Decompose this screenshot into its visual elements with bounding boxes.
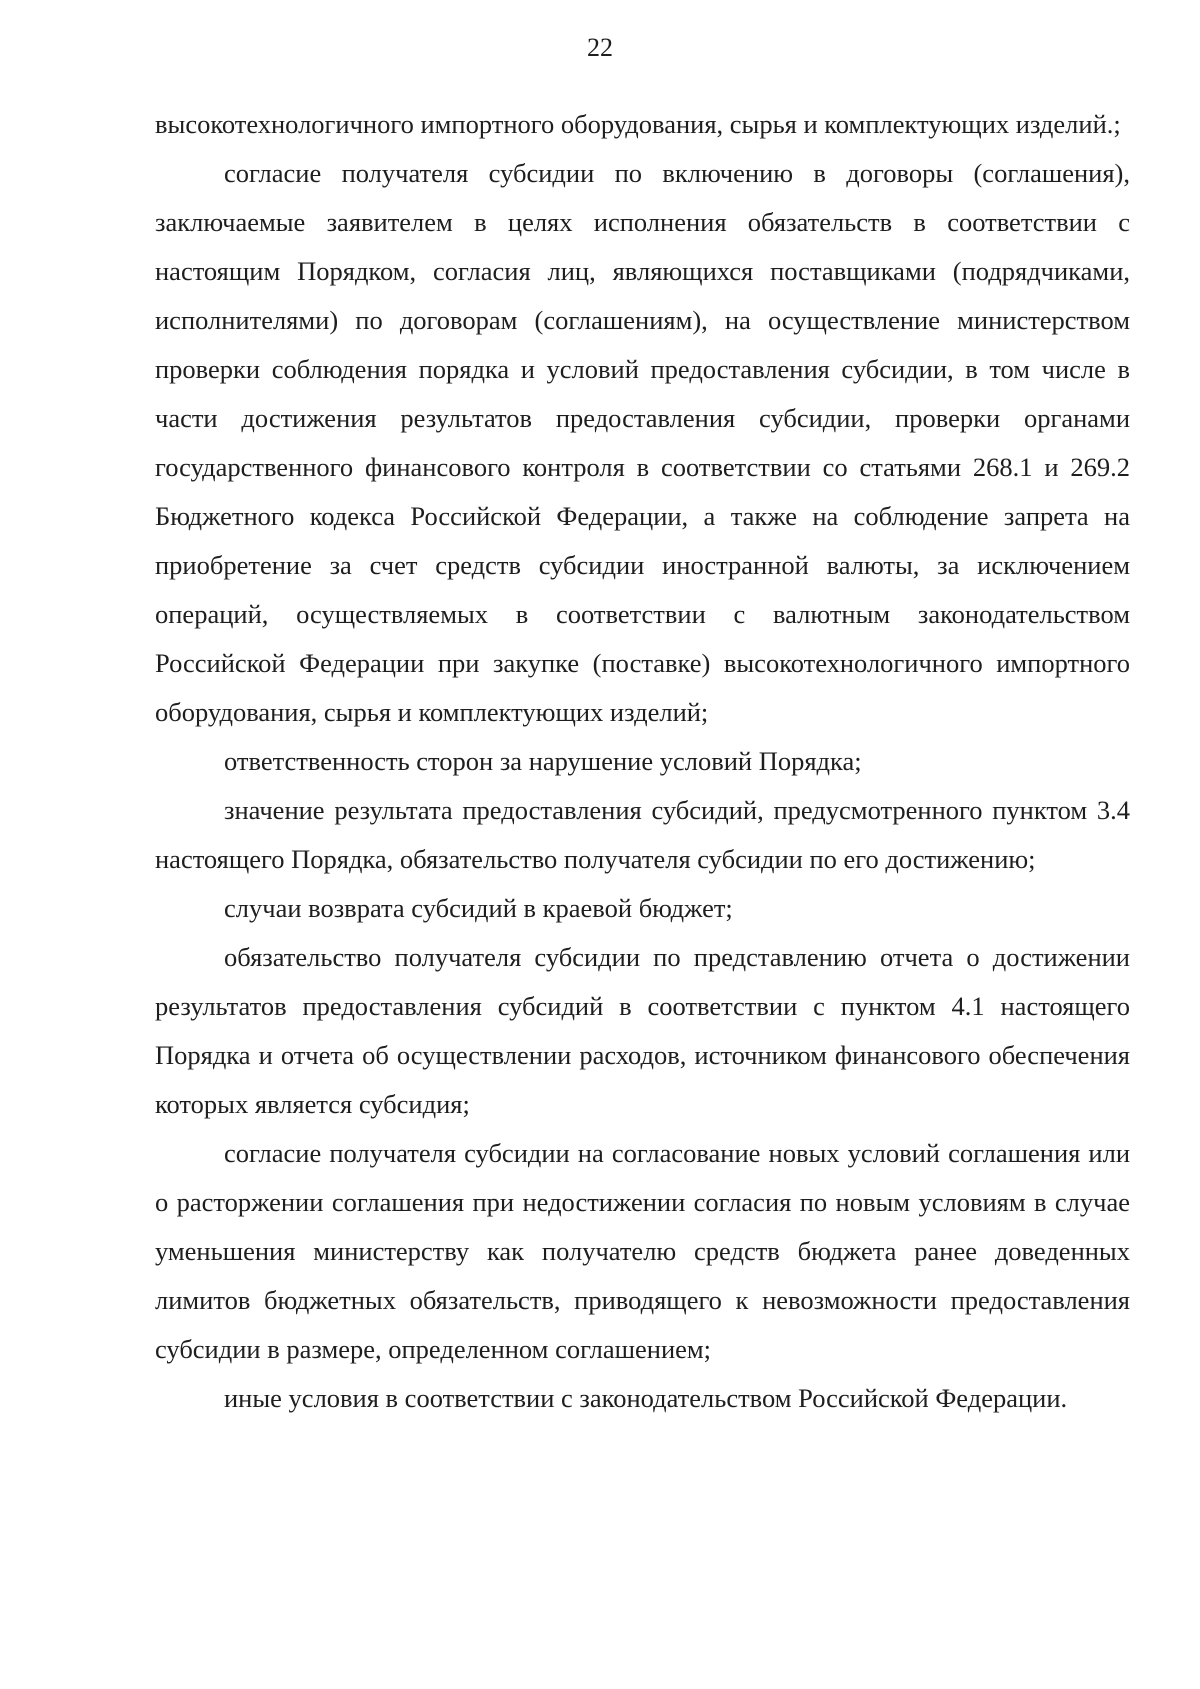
paragraph-liability: ответственность сторон за нарушение условий Порядка;: [224, 746, 862, 776]
paragraph-consent-to-inspections: согласие получателя субсидии по включению в договоры (соглашения), заключаемые заявителем в целях исполнения обязательств в соответствии с настоящим Порядком, согласия лиц, являющихся поставщиками (подрядчиками, исполнителями) по договорам (соглашениям), на осуществление министерством проверки соблюдения порядка и условий предоставления субсидии, в том числе в части достижения результатов предоставления субсидии, проверки органами государственного финансового контроля в соответствии со статьями 268.1 и 269.2 Бюджетного кодекса Российской Федерации, а также на соблюдение запрета на приобретение за счет средств субсидии иностранной валюты, за исключением операций, осуществляемых в соответствии с валютным законодательством Российской Федерации при закупке (поставке) высокотехнологичного импортного оборудования, сырья и комплектующих изделий;: [155, 158, 1130, 727]
paragraph-continuation: высокотехнологичного импортного оборудования, сырья и комплектующих изделий.;: [155, 109, 1121, 139]
paragraph-consent-new-conditions: согласие получателя субсидии на согласование новых условий соглашения или о расторжении соглашения при недостижении согласия по новым условиям в случае уменьшения министерству как получателю средств бюджета ранее доведенных лимитов бюджетных обязательств, приводящего к невозможности предоставления субсидии в размере, определенном соглашением;: [155, 1138, 1130, 1364]
paragraph-refund-cases: случаи возврата субсидий в краевой бюджет;: [224, 893, 733, 923]
document-body: [155, 100, 1130, 1423]
page-number: 22: [587, 33, 613, 62]
paragraph-result-value: значение результата предоставления субсидий, предусмотренного пунктом 3.4 настоящего Порядка, обязательство получателя субсидии по его достижению;: [155, 795, 1130, 874]
paragraph-reporting-obligation: обязательство получателя субсидии по представлению отчета о достижении результатов предоставления субсидий в соответствии с пунктом 4.1 настоящего Порядка и отчета об осуществлении расходов, источником финансового обеспечения которых является субсидия;: [155, 942, 1130, 1119]
paragraph-other-conditions: иные условия в соответствии с законодательством Российской Федерации.: [224, 1383, 1068, 1413]
